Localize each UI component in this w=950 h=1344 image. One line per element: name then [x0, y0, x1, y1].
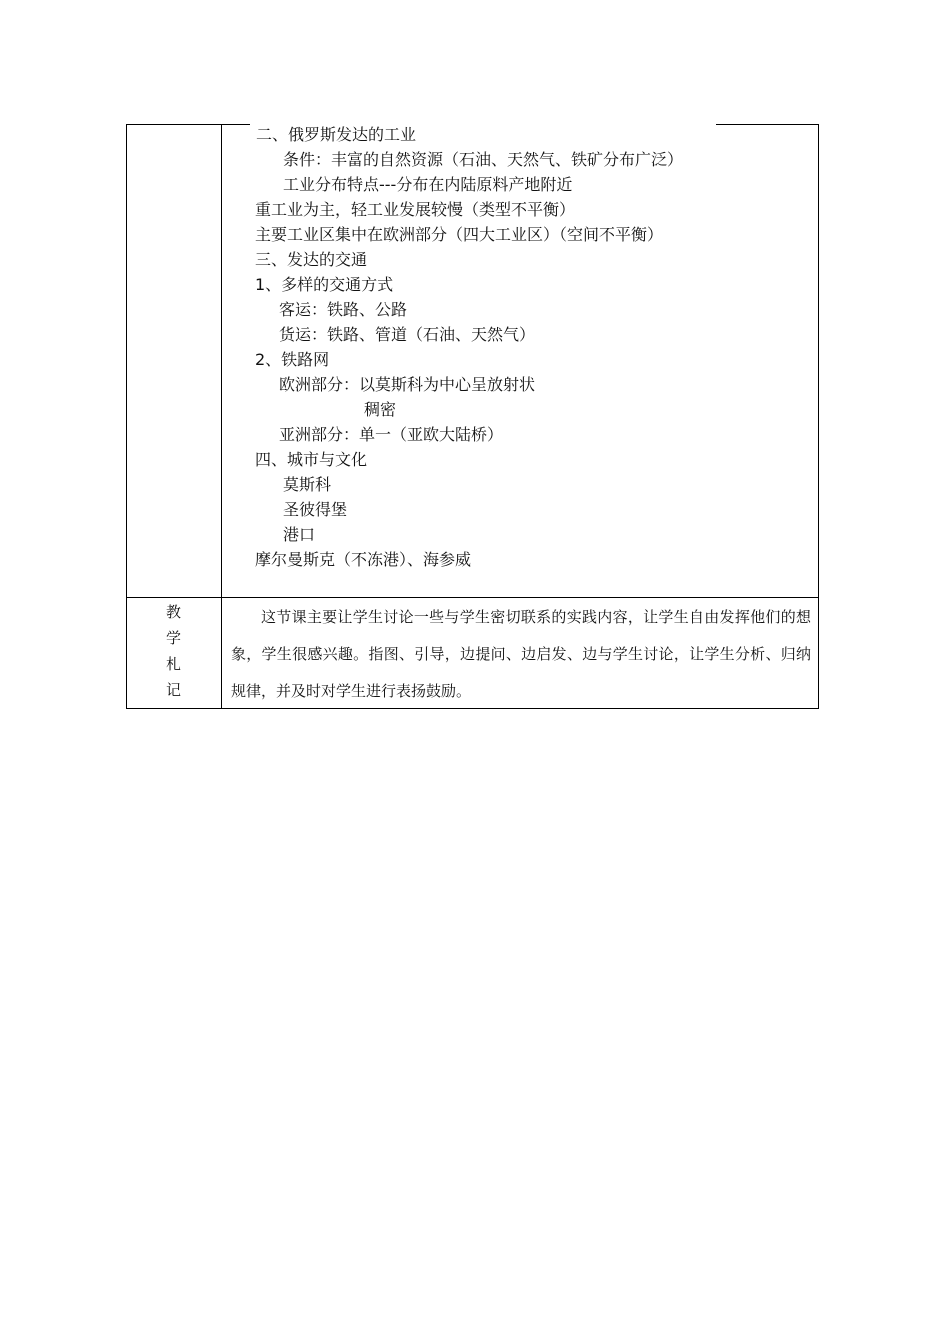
table-column-divider [221, 124, 222, 709]
outline-line: 货运：铁路、管道（石油、天然气） [279, 325, 536, 344]
outline-line: 2、铁路网 [255, 350, 330, 369]
heading-cities: 四、城市与文化 [255, 450, 368, 469]
outline-line: 主要工业区集中在欧洲部分（四大工业区）（空间不平衡） [255, 225, 664, 244]
outline-line: 工业分布特点---分布在内陆原料产地附近 [283, 175, 573, 194]
table-top-border-right [716, 124, 819, 125]
label-char: 记 [165, 681, 181, 699]
outline-line: 摩尔曼斯克（不冻港）、海参威 [255, 550, 472, 569]
outline-line: 1、多样的交通方式 [255, 275, 394, 294]
outline-line: 客运：铁路、公路 [279, 300, 408, 319]
table-right-border [818, 124, 819, 709]
outline-line: 重工业为主，轻工业发展较慢（类型不平衡） [255, 200, 576, 219]
label-char: 学 [165, 629, 181, 647]
outline-line: 欧洲部分：以莫斯科为中心呈放射状 [279, 375, 536, 394]
table-row-divider [126, 597, 819, 598]
outline-line: 亚洲部分：单一（亚欧大陆桥） [279, 425, 504, 444]
outline-line: 港口 [283, 525, 316, 544]
heading-transport: 三、发达的交通 [255, 250, 368, 269]
outline-line: 条件：丰富的自然资源（石油、天然气、铁矿分布广泛） [283, 150, 684, 169]
reflection-label [126, 598, 221, 708]
outline-line: 圣彼得堡 [283, 500, 348, 519]
heading-industry: 二、俄罗斯发达的工业 [256, 125, 417, 144]
label-char: 札 [165, 655, 181, 673]
table-top-border-left [126, 124, 250, 125]
reflection-text: 这节课主要让学生讨论一些与学生密切联系的实践内容，让学生自由发挥他们的想象，学生很感兴趣。指图、引导，边提问、边启发、边与学生讨论，让学生分析、归纳规律，并及时对学生进行表扬鼓励。 [231, 608, 811, 700]
label-char: 教 [165, 603, 181, 621]
outline-line: 莫斯科 [283, 475, 332, 494]
outline-line: 稠密 [364, 400, 397, 419]
